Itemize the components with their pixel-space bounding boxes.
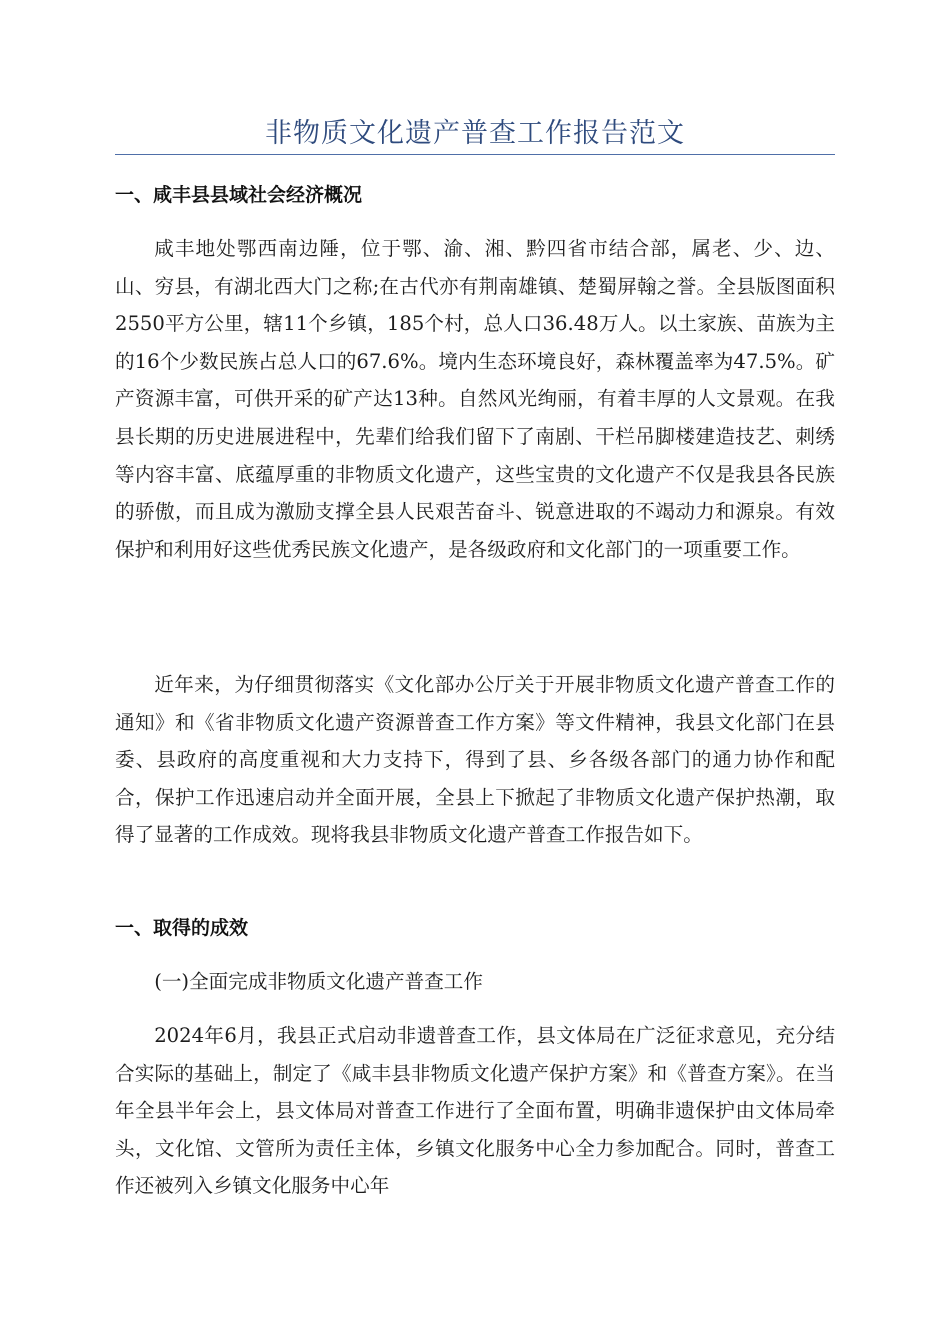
paragraph-2: 近年来，为仔细贯彻落实《文化部办公厅关于开展非物质文化遗产普查工作的通知》和《省非物质文化遗产资源普查工作方案》等文件精神，我县文化部门在县委、县政府的高度重视和大力支持下，得到了县、乡各级各部门的通力协作和配合，保护工作迅速启动并全面开展，全县上下掀起了非物质文化遗产保护热潮，取得了显著的工作成效。现将我县非物质文化遗产普查工作报告如下。 bbox=[115, 673, 835, 847]
section-heading-2: 一、取得的成效 bbox=[115, 917, 249, 939]
document-title: 非物质文化遗产普查工作报告范文 bbox=[265, 118, 685, 149]
paragraph-1: 咸丰地处鄂西南边陲，位于鄂、渝、湘、黔四省市结合部，属老、少、边、山、穷县，有湖北西大门之称;在古代亦有荆南雄镇、楚蜀屏翰之誉。全县版图面积2550平方公里，辖11个乡镇，185个村，总人口36.48万人。以土家族、苗族为主的16个少数民族占总人口的67.6%。境内生态环境良好，森林覆盖率为47.5%。矿产资源丰富，可供开采的矿产达13种。自然风光绚丽，有着丰厚的人文景观。在我县长期的历史进展进程中，先辈们给我们留下了南剧、干栏吊脚楼建造技艺、刺绣等内容丰富、底蕴厚重的非物质文化遗产，这些宝贵的文化遗产不仅是我县各民族的骄傲，而且成为激励支撑全县人民艰苦奋斗、锐意进取的不竭动力和源泉。有效保护和利用好这些优秀民族文化遗产，是各级政府和文化部门的一项重要工作。 bbox=[115, 237, 835, 561]
subsection-heading-1: (一)全面完成非物质文化遗产普查工作 bbox=[154, 970, 483, 993]
section-heading-1: 一、咸丰县县域社会经济概况 bbox=[115, 184, 363, 206]
paragraph-3: 2024年6月，我县正式启动非遗普查工作，县文体局在广泛征求意见，充分结合实际的基础上，制定了《咸丰县非物质文化遗产保护方案》和《普查方案》。在当年全县半年会上，县文体局对普查工作进行了全面布置，明确非遗保护由文体局牵头，文化馆、文管所为责任主体，乡镇文化服务中心全力参加配合。同时，普查工作还被列入乡镇文化服务中心年 bbox=[115, 1024, 835, 1198]
title-underline bbox=[115, 154, 835, 155]
